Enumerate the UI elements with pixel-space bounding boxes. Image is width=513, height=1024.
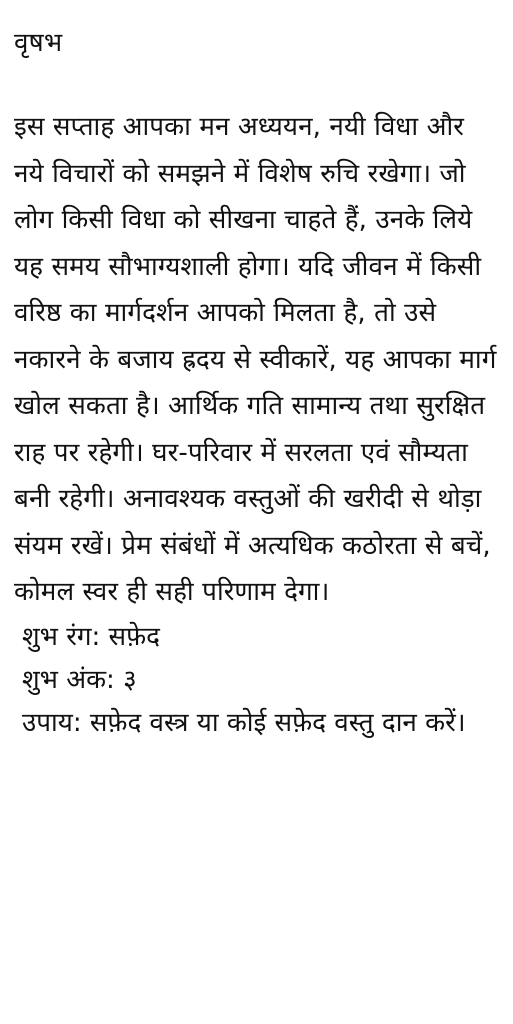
lucky-number: शुभ अंक: ३	[22, 664, 137, 695]
zodiac-title: वृषभ	[14, 28, 63, 58]
remedy: उपाय: सफ़ेद वस्त्र या कोई सफ़ेद वस्तु दान करें।	[22, 707, 466, 738]
lucky-color: शुभ रंग: सफ़ेद	[22, 621, 160, 652]
horoscope-paragraph: इस सप्ताह आपका मन अध्ययन, नयी विधा और नये विचारों को समझने में विशेष रुचि रखेगा। जो लोग किसी विधा को सीखना चाहते हैं, उनके लिये यह समय सौभाग्यशाली होगा। यदि जीवन में किसी वरिष्ठ का मार्गदर्शन आपको मिलता है, तो उसे नकारने के बजाय ह्रदय से स्वीकारें, यह आपका मार्ग खोल सकता है। आर्थिक गति सामान्य तथा सुरक्षित राह पर रहेगी। घर-परिवार में सरलता एवं सौम्यता बनी रहेगी। अनावश्यक वस्तुओं की खरीदी से थोड़ा संयम रखें। प्रेम संबंधों में अत्यधिक कठोरता से बचें, कोमल स्वर ही सही परिणाम देगा।	[14, 112, 497, 607]
